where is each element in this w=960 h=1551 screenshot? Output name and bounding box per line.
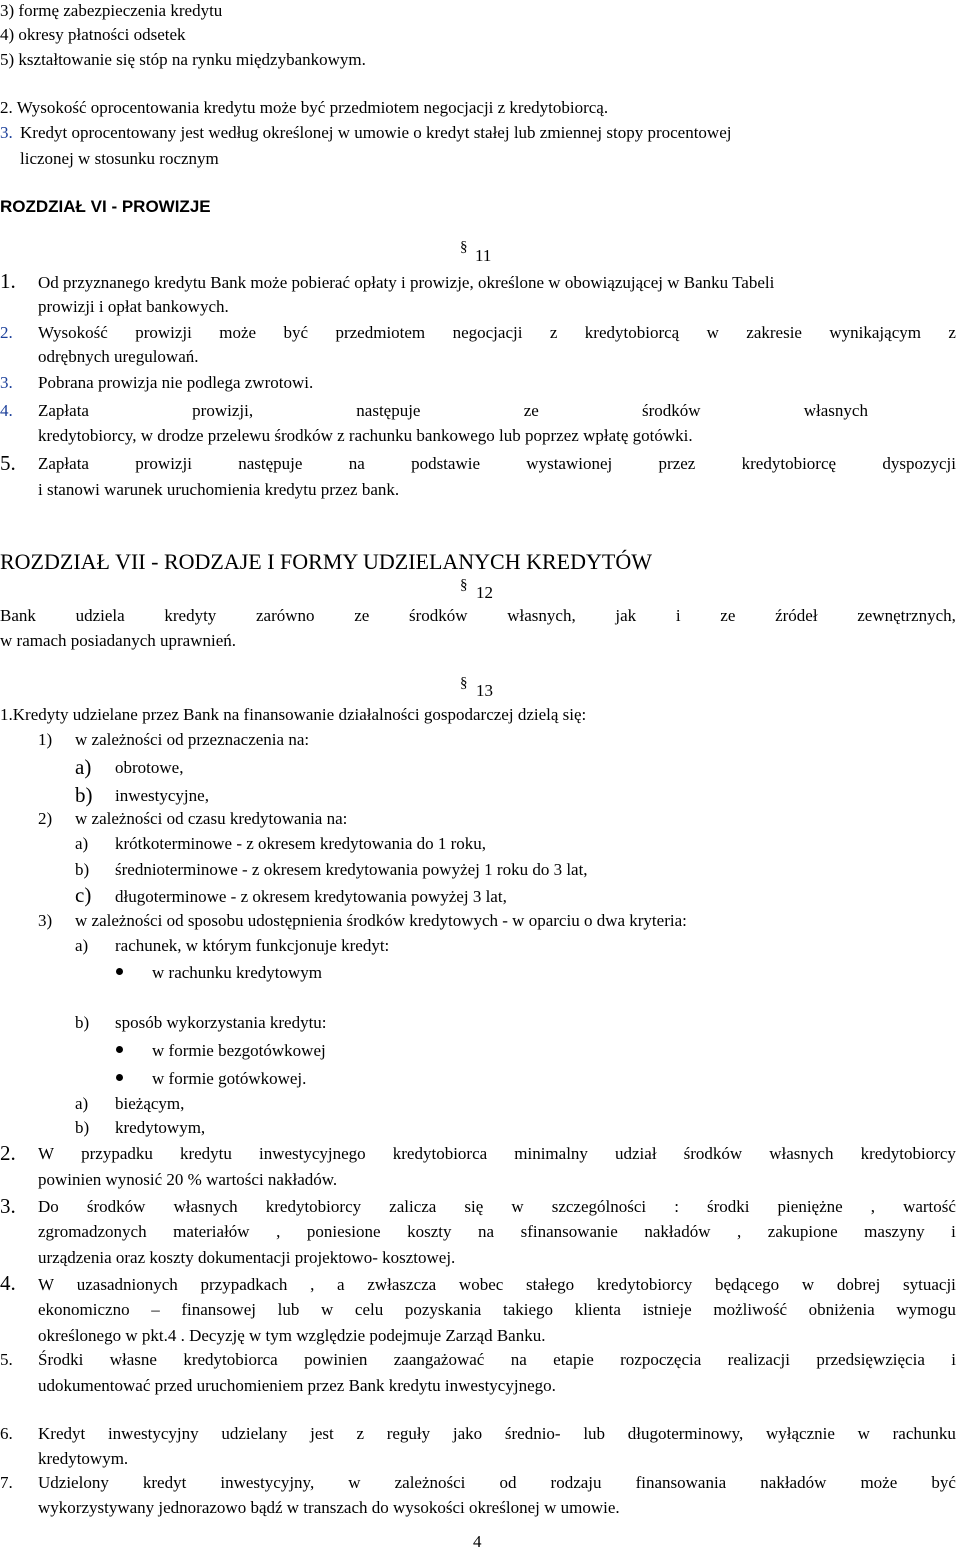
word: prowizji bbox=[135, 454, 192, 473]
word: wynikającym bbox=[829, 323, 921, 342]
paragraph-number: 6. bbox=[0, 1424, 13, 1443]
word: szczególności bbox=[551, 1197, 647, 1216]
paragraph-number: 3. bbox=[0, 123, 13, 142]
paragraph-number: 5. bbox=[0, 1350, 13, 1369]
word: : bbox=[674, 1197, 679, 1216]
word: własnych, bbox=[507, 606, 576, 625]
word: zaangażować bbox=[393, 1350, 485, 1369]
word: ze bbox=[523, 401, 539, 420]
word: ze bbox=[720, 606, 736, 625]
section-number: 11 bbox=[475, 246, 492, 265]
word: Udzielony bbox=[38, 1473, 109, 1492]
word: jako bbox=[452, 1424, 483, 1443]
word: jak bbox=[615, 606, 637, 625]
justified-line bbox=[38, 455, 956, 472]
word: i bbox=[951, 1222, 956, 1241]
section-number: 13 bbox=[476, 681, 493, 700]
justified-line bbox=[38, 1223, 956, 1240]
paragraph: prowizji i opłat bankowych. bbox=[38, 297, 229, 316]
word: poniesione bbox=[306, 1222, 381, 1241]
word: własnych bbox=[173, 1197, 238, 1216]
word: Środki bbox=[38, 1350, 84, 1369]
word: lub bbox=[583, 1424, 606, 1443]
word: kredytobiorcy bbox=[860, 1144, 956, 1163]
list-letter: c) bbox=[75, 883, 92, 907]
word: przypadkach bbox=[200, 1275, 288, 1294]
word: kredytobiorcy bbox=[596, 1275, 693, 1294]
word: od bbox=[499, 1473, 517, 1492]
word: kredytu bbox=[179, 1144, 232, 1163]
word: Wysokość bbox=[38, 323, 108, 342]
list-letter: b) bbox=[75, 1118, 90, 1137]
word: , bbox=[276, 1222, 281, 1241]
word: obniżenia bbox=[808, 1300, 875, 1319]
list-number: 3) bbox=[38, 911, 53, 930]
paragraph-number: 5. bbox=[0, 451, 16, 475]
word: udzielany bbox=[221, 1424, 288, 1443]
word: własne bbox=[109, 1350, 157, 1369]
word: na bbox=[510, 1350, 527, 1369]
word: udział bbox=[615, 1144, 657, 1163]
bullet-icon bbox=[116, 968, 123, 975]
word: średnio- bbox=[504, 1424, 561, 1443]
word: być bbox=[283, 323, 309, 342]
word: zależności bbox=[394, 1473, 466, 1492]
list-item: w formie bezgotówkowej bbox=[152, 1041, 326, 1060]
word: zakupione bbox=[767, 1222, 838, 1241]
word: wystawionej bbox=[526, 454, 613, 473]
paragraph: wykorzystywany jednorazowo bądź w transzach do wysokości określonej w umowie. bbox=[38, 1498, 620, 1517]
bullet-icon bbox=[116, 1046, 123, 1053]
word: być bbox=[931, 1473, 956, 1492]
word: źródeł bbox=[775, 606, 818, 625]
word: powinien bbox=[304, 1350, 368, 1369]
word: Zapłata bbox=[38, 454, 89, 473]
word: się bbox=[464, 1197, 484, 1216]
chapter-heading: ROZDZIAŁ VI - PROWIZJE bbox=[0, 197, 211, 216]
word: Do bbox=[38, 1197, 59, 1216]
page-number: 4 bbox=[473, 1532, 482, 1551]
word: środków bbox=[86, 1197, 146, 1216]
word: inwestycyjnego bbox=[258, 1144, 366, 1163]
word: w bbox=[706, 323, 719, 342]
word: celu bbox=[354, 1300, 384, 1319]
paragraph-number: 4. bbox=[0, 401, 13, 420]
list-item: 5) kształtowanie się stóp na rynku międzybankowym. bbox=[0, 50, 366, 69]
justified-line bbox=[38, 402, 868, 419]
word: z bbox=[948, 323, 956, 342]
section-number: 12 bbox=[476, 583, 493, 602]
word: zalicza bbox=[389, 1197, 437, 1216]
justified-line bbox=[38, 1425, 956, 1442]
paragraph-number: 2. bbox=[0, 1141, 16, 1165]
word: realizacji bbox=[727, 1350, 790, 1369]
paragraph: odrębnych uregulowań. bbox=[38, 347, 199, 366]
word: sfinansowanie bbox=[520, 1222, 618, 1241]
word: może bbox=[219, 323, 257, 342]
list-number: 1) bbox=[38, 730, 53, 749]
word: następuje bbox=[356, 401, 421, 420]
word: Zapłata bbox=[38, 401, 89, 420]
word: reguły bbox=[386, 1424, 431, 1443]
list-item: krótkoterminowe - z okresem kredytowania do 1 roku, bbox=[115, 834, 487, 853]
word: może bbox=[860, 1473, 898, 1492]
list-letter: a) bbox=[75, 1094, 89, 1113]
paragraph: kredytowym. bbox=[38, 1449, 129, 1468]
paragraph: Od przyznanego kredytu Bank może pobierać opłaty i prowizje, określone w obowiązującej w Banku Tabeli bbox=[38, 273, 775, 292]
word: przypadku bbox=[81, 1144, 153, 1163]
list-item: w rachunku kredytowym bbox=[152, 963, 322, 982]
paragraph-number: 2. bbox=[0, 323, 13, 342]
list-item: w zależności od sposobu udostępnienia środków kredytowych - w oparciu o dwa kryteria: bbox=[75, 911, 687, 930]
word: przedsięwzięcia bbox=[816, 1350, 925, 1369]
word: udziela bbox=[75, 606, 125, 625]
word: następuje bbox=[238, 454, 303, 473]
word: istnieje bbox=[642, 1300, 692, 1319]
paragraph: kredytobiorcy, w drodze przelewu środków z rachunku bankowego lub poprzez wpłatę gotówki. bbox=[38, 426, 693, 445]
word: etapie bbox=[553, 1350, 594, 1369]
word: zewnętrznych, bbox=[857, 606, 956, 625]
word: zarówno bbox=[255, 606, 315, 625]
paragraph-number: 1. bbox=[0, 269, 16, 293]
word: , bbox=[310, 1275, 315, 1294]
word: finansowej bbox=[181, 1300, 256, 1319]
list-item: 3) formę zabezpieczenia kredytu bbox=[0, 1, 223, 20]
paragraph: 2. Wysokość oprocentowania kredytu może być przedmiotem negocjacji z kredytobiorcą. bbox=[0, 98, 609, 117]
word: nakładów bbox=[760, 1473, 827, 1492]
word: rodzaju bbox=[550, 1473, 602, 1492]
word: koszty bbox=[407, 1222, 452, 1241]
word: przedmiotem bbox=[335, 323, 426, 342]
word: W bbox=[38, 1144, 55, 1163]
list-letter: b) bbox=[75, 860, 90, 879]
list-item: rachunek, w którym funkcjonuje kredyt: bbox=[115, 936, 390, 955]
list-item: długoterminowe - z okresem kredytowania powyżej 3 lat, bbox=[115, 887, 507, 906]
list-item: w zależności od czasu kredytowania na: bbox=[75, 809, 348, 828]
bullet-icon bbox=[116, 1074, 123, 1081]
list-item: w zależności od przeznaczenia na: bbox=[75, 730, 310, 749]
word: stałego bbox=[526, 1275, 575, 1294]
word: kredyt bbox=[142, 1473, 187, 1492]
paragraph: 1.Kredyty udzielane przez Bank na finansowanie działalności gospodarczej dzielą się: bbox=[0, 705, 587, 724]
word: kredytobiorcą bbox=[584, 323, 680, 342]
word: wartość bbox=[903, 1197, 956, 1216]
word: jest bbox=[310, 1424, 334, 1443]
justified-line bbox=[38, 1198, 956, 1215]
word: zgromadzonych bbox=[38, 1222, 147, 1241]
list-item: inwestycyjne, bbox=[115, 786, 209, 805]
paragraph-number: 7. bbox=[0, 1473, 13, 1492]
list-letter: a) bbox=[75, 834, 89, 853]
justified-line bbox=[38, 324, 956, 341]
paragraph: liczonej w stosunku rocznym bbox=[20, 149, 219, 168]
word: negocjacji bbox=[452, 323, 523, 342]
justified-line bbox=[38, 1474, 956, 1491]
word: przez bbox=[658, 454, 696, 473]
word: a bbox=[337, 1275, 345, 1294]
word: kredyty bbox=[164, 606, 217, 625]
list-item: 4) okresy płatności odsetek bbox=[0, 25, 186, 44]
paragraph: udokumentować przed uruchomieniem przez Bank kredytu inwestycyjnego. bbox=[38, 1376, 556, 1395]
paragraph: w ramach posiadanych uprawnień. bbox=[0, 631, 237, 650]
word: nakładów bbox=[644, 1222, 711, 1241]
word: wyłącznie bbox=[766, 1424, 835, 1443]
word: w bbox=[857, 1424, 870, 1443]
word: i bbox=[675, 606, 681, 625]
word: na bbox=[478, 1222, 495, 1241]
list-item: kredytowym, bbox=[115, 1118, 206, 1137]
word: Kredyt bbox=[38, 1424, 86, 1443]
section-symbol: § bbox=[460, 577, 468, 593]
word: prowizji, bbox=[192, 401, 254, 420]
word: środki bbox=[706, 1197, 750, 1216]
word: wobec bbox=[458, 1275, 504, 1294]
word: możliwość bbox=[713, 1300, 787, 1319]
word: i bbox=[951, 1350, 956, 1369]
chapter-heading: ROZDZIAŁ VII - RODZAJE I FORMY UDZIELANYCH KREDYTÓW bbox=[0, 549, 652, 574]
word: kredytobiorcę bbox=[741, 454, 837, 473]
word: minimalny bbox=[514, 1144, 588, 1163]
justified-line bbox=[0, 607, 956, 624]
word: kredytobiorca bbox=[392, 1144, 488, 1163]
word: ze bbox=[354, 606, 370, 625]
word: pozyskania bbox=[404, 1300, 482, 1319]
word: lub bbox=[277, 1300, 300, 1319]
word: podstawie bbox=[411, 454, 480, 473]
word: sytuacji bbox=[903, 1275, 956, 1294]
paragraph: Kredyt oprocentowany jest według określonej w umowie o kredyt stałej lub zmiennej stopy procentowej bbox=[20, 123, 732, 142]
paragraph-number: 4. bbox=[0, 1271, 16, 1295]
word: z bbox=[549, 323, 558, 342]
word: będącego bbox=[714, 1275, 780, 1294]
word: , bbox=[870, 1197, 875, 1216]
justified-line bbox=[38, 1276, 956, 1293]
word: z bbox=[356, 1424, 364, 1443]
list-number: 2) bbox=[38, 809, 53, 828]
word: własnych bbox=[803, 401, 868, 420]
justified-line bbox=[38, 1351, 956, 1368]
section-symbol: § bbox=[460, 675, 468, 691]
list-item: sposób wykorzystania kredytu: bbox=[115, 1013, 327, 1032]
list-item: obrotowe, bbox=[115, 758, 184, 777]
word: dobrej bbox=[836, 1275, 881, 1294]
paragraph-number: 3. bbox=[0, 373, 13, 392]
word: uzasadnionych bbox=[76, 1275, 178, 1294]
word: W bbox=[38, 1275, 55, 1294]
word: długoterminowy, bbox=[627, 1424, 744, 1443]
paragraph: i stanowi warunek uruchomienia kredytu przez bank. bbox=[38, 480, 400, 499]
word: prowizji bbox=[135, 323, 192, 342]
list-letter: b) bbox=[75, 1013, 90, 1032]
list-item: bieżącym, bbox=[115, 1094, 185, 1113]
word: – bbox=[151, 1300, 160, 1319]
word: w bbox=[511, 1197, 524, 1216]
word: środków bbox=[641, 401, 701, 420]
word: w bbox=[348, 1473, 361, 1492]
paragraph: powinien wynosić 20 % wartości nakładów. bbox=[38, 1170, 338, 1189]
word: w bbox=[320, 1300, 334, 1319]
word: , bbox=[737, 1222, 742, 1241]
word: rachunku bbox=[892, 1424, 956, 1443]
word: środków bbox=[683, 1144, 743, 1163]
list-item: średnioterminowe - z okresem kredytowania powyżej 1 roku do 3 lat, bbox=[115, 860, 588, 879]
word: rozpoczęcia bbox=[620, 1350, 702, 1369]
word: ekonomiczno bbox=[38, 1300, 130, 1319]
word: własnych bbox=[769, 1144, 834, 1163]
word: wymogu bbox=[896, 1300, 956, 1319]
word: dyspozycji bbox=[882, 454, 956, 473]
word: takiego bbox=[503, 1300, 554, 1319]
justified-line bbox=[38, 1301, 956, 1318]
paragraph: urządzenia oraz koszty dokumentacji projektowo- kosztowej. bbox=[38, 1248, 456, 1267]
word: inwestycyjny, bbox=[220, 1473, 315, 1492]
paragraph: Pobrana prowizja nie podlega zwrotowi. bbox=[38, 373, 314, 392]
word: finansowania bbox=[635, 1473, 727, 1492]
justified-line bbox=[38, 1145, 956, 1162]
word: w bbox=[801, 1275, 815, 1294]
word: pieniężne bbox=[777, 1197, 843, 1216]
list-letter: a) bbox=[75, 936, 89, 955]
word: zakresie bbox=[746, 323, 802, 342]
list-item: w formie gotówkowej. bbox=[152, 1069, 307, 1088]
section-symbol: § bbox=[460, 239, 468, 255]
paragraph-number: 3. bbox=[0, 1194, 16, 1218]
list-letter: a) bbox=[75, 755, 92, 779]
paragraph: określonego w pkt.4 . Decyzję w tym względzie podejmuje Zarząd Banku. bbox=[38, 1326, 546, 1345]
word: zwłaszcza bbox=[367, 1275, 437, 1294]
word: klienta bbox=[574, 1300, 621, 1319]
word: kredytobiorca bbox=[183, 1350, 278, 1369]
word: kredytobiorcy bbox=[265, 1197, 362, 1216]
word: maszyny bbox=[864, 1222, 925, 1241]
word: środków bbox=[408, 606, 468, 625]
list-letter: b) bbox=[75, 783, 93, 807]
word: Bank bbox=[0, 606, 36, 625]
word: na bbox=[348, 454, 365, 473]
word: materiałów bbox=[173, 1222, 250, 1241]
word: inwestycyjny bbox=[107, 1424, 199, 1443]
